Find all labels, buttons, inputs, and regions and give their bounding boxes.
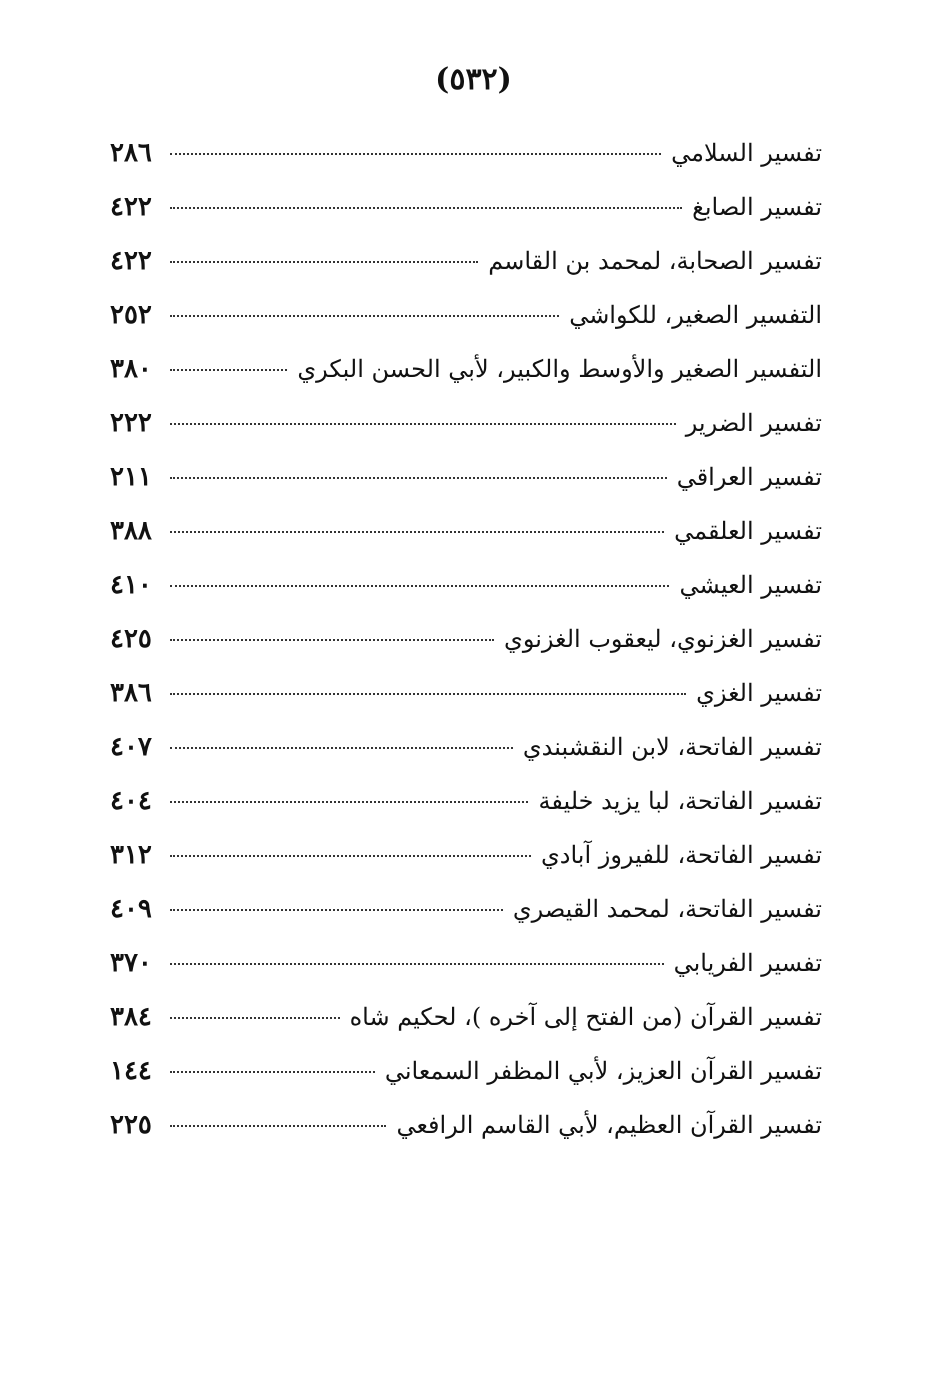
list-item <box>110 1110 822 1164</box>
entry-page-number: ٤٢٥ <box>110 624 152 654</box>
dot-leader <box>170 477 667 479</box>
entry-title: تفسير الفاتحة، للفيروز آبادي <box>540 841 822 869</box>
list-item <box>110 678 822 732</box>
list-item <box>110 570 822 624</box>
dot-leader <box>170 747 513 749</box>
index-list <box>110 138 822 1164</box>
dot-leader <box>170 423 676 425</box>
entry-title: التفسير الصغير والأوسط والكبير، لأبي الحسن البكري <box>297 355 822 383</box>
list-item <box>110 246 822 300</box>
entry-page-number: ٤٠٩ <box>110 894 152 924</box>
list-item <box>110 1002 822 1056</box>
list-item <box>110 408 822 462</box>
dot-leader <box>170 369 287 371</box>
entry-page-number: ٢٢٥ <box>110 1110 152 1140</box>
list-item <box>110 138 822 192</box>
entry-page-number: ٢٨٦ <box>110 138 152 168</box>
dot-leader <box>170 261 478 263</box>
dot-leader <box>170 1125 386 1127</box>
entry-title: تفسير القرآن العظيم، لأبي القاسم الرافعي <box>396 1111 822 1139</box>
entry-page-number: ٣٧٠ <box>110 948 152 978</box>
entry-title: تفسير القرآن (من الفتح إلى آخره )، لحكيم شاه <box>349 1003 822 1031</box>
entry-page-number: ٢٥٢ <box>110 300 152 330</box>
entry-title: تفسير الصابغ <box>692 193 822 221</box>
entry-title: التفسير الصغير، للكواشي <box>569 301 822 329</box>
list-item <box>110 624 822 678</box>
list-item <box>110 786 822 840</box>
list-item <box>110 300 822 354</box>
dot-leader <box>170 1017 340 1019</box>
list-item <box>110 948 822 1002</box>
list-item <box>110 462 822 516</box>
list-item <box>110 840 822 894</box>
dot-leader <box>170 693 686 695</box>
entry-page-number: ٣٨٤ <box>110 1002 152 1032</box>
entry-page-number: ٢١١ <box>110 462 152 492</box>
list-item <box>110 732 822 786</box>
dot-leader <box>170 1071 375 1073</box>
dot-leader <box>170 585 669 587</box>
entry-page-number: ٤٢٢ <box>110 192 152 222</box>
dot-leader <box>170 855 531 857</box>
list-item <box>110 516 822 570</box>
entry-title: تفسير الفاتحة، لمحمد القيصري <box>512 895 822 923</box>
entry-title: تفسير القرآن العزيز، لأبي المظفر السمعاني <box>384 1057 822 1085</box>
entry-title: تفسير الغزي <box>696 679 822 707</box>
entry-title: تفسير الفريابي <box>673 949 822 977</box>
entry-title: تفسير العلقمي <box>674 517 822 545</box>
entry-page-number: ٣٨٦ <box>110 678 152 708</box>
dot-leader <box>170 801 528 803</box>
dot-leader <box>170 639 494 641</box>
entry-title: تفسير الضرير <box>685 409 822 437</box>
entry-page-number: ٣١٢ <box>110 840 152 870</box>
dot-leader <box>170 315 559 317</box>
dot-leader <box>170 963 664 965</box>
entry-title: تفسير العراقي <box>676 463 822 491</box>
page-number: (٥٣٢) <box>435 62 512 97</box>
entry-page-number: ٤٠٤ <box>110 786 152 816</box>
dot-leader <box>170 909 503 911</box>
entry-page-number: ٣٨٠ <box>110 354 152 384</box>
entry-page-number: ٤٢٢ <box>110 246 152 276</box>
entry-title: تفسير العيشي <box>679 571 822 599</box>
dot-leader <box>170 153 661 155</box>
entry-title: تفسير الصحابة، لمحمد بن القاسم <box>488 247 822 275</box>
dot-leader <box>170 207 682 209</box>
entry-title: تفسير السلامي <box>671 139 822 167</box>
list-item <box>110 1056 822 1110</box>
entry-title: تفسير الفاتحة، لابن النقشبندي <box>522 733 822 761</box>
entry-page-number: ٤٠٧ <box>110 732 152 762</box>
entry-page-number: ٤١٠ <box>110 570 152 600</box>
entry-page-number: ١٤٤ <box>110 1056 152 1086</box>
list-item <box>110 354 822 408</box>
list-item <box>110 894 822 948</box>
entry-page-number: ٢٢٢ <box>110 408 152 438</box>
entry-title: تفسير الفاتحة، لبا يزيد خليفة <box>538 787 822 815</box>
entry-page-number: ٣٨٨ <box>110 516 152 546</box>
dot-leader <box>170 531 664 533</box>
list-item <box>110 192 822 246</box>
entry-title: تفسير الغزنوي، ليعقوب الغزنوي <box>504 625 822 653</box>
